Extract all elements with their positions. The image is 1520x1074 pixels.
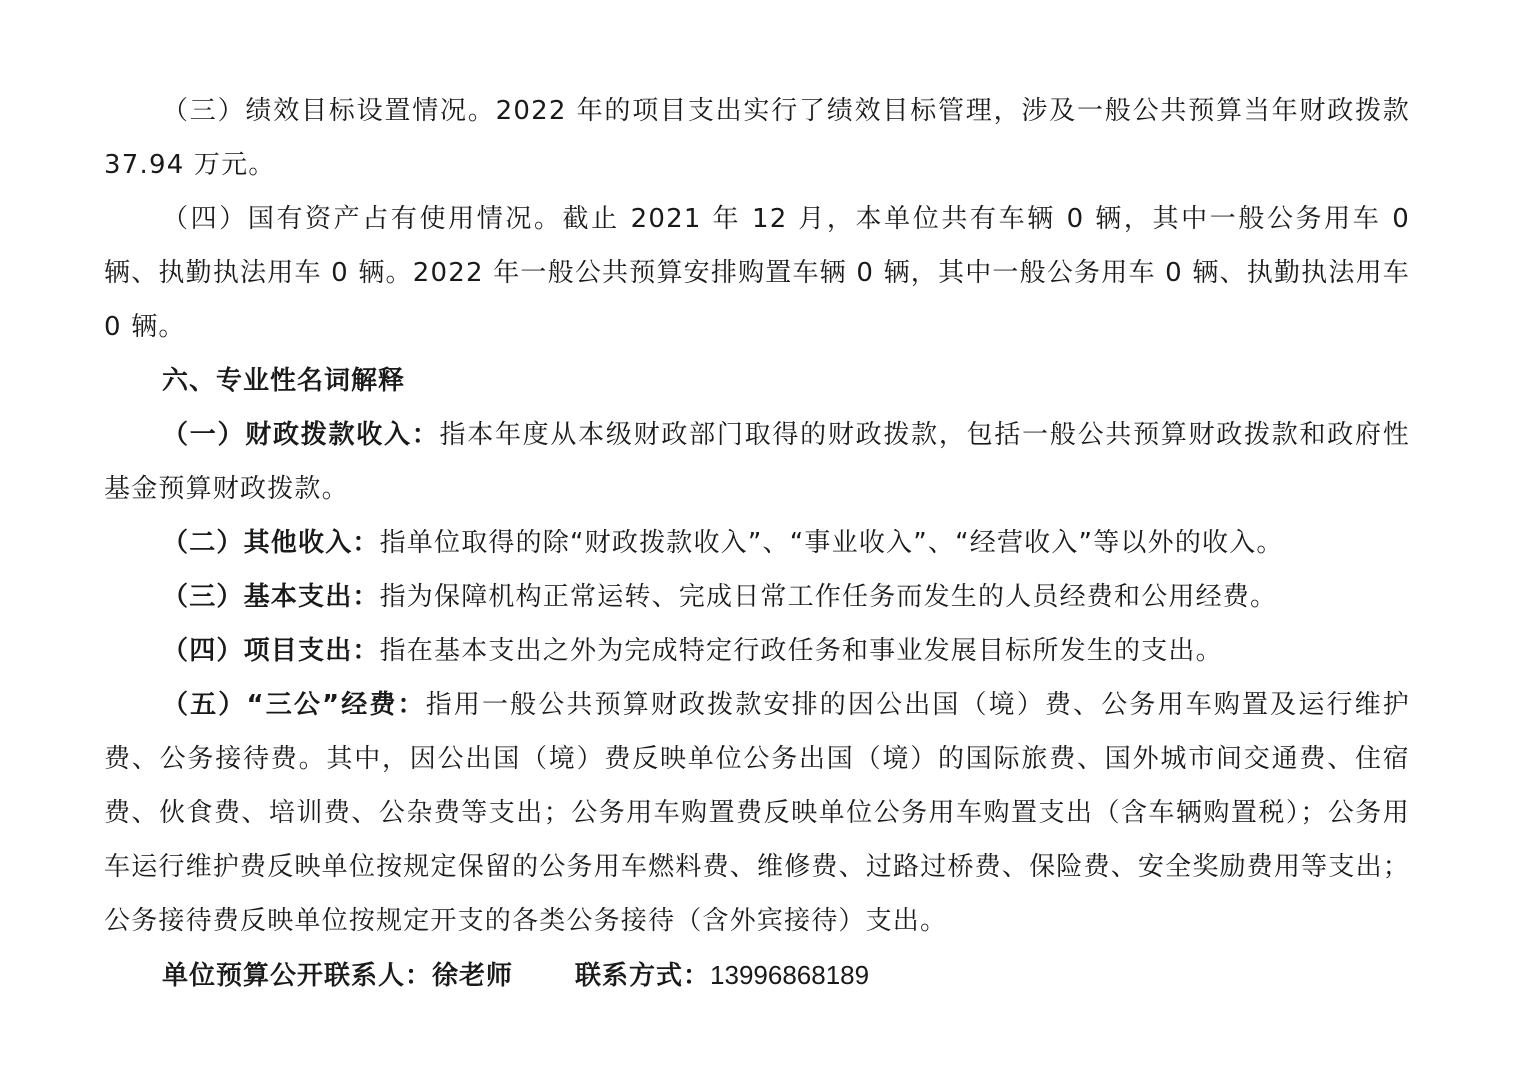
term-label: （五）“三公”经费： (162, 690, 426, 720)
term-label: （四）项目支出： (162, 636, 380, 666)
term-text: 指为保障机构正常运转、完成日常工作任务而发生的人员经费和公用经费。 (379, 582, 1278, 612)
term-text: 指在基本支出之外为完成特定行政任务和事业发展目标所发生的支出。 (379, 636, 1223, 666)
contact-phone: 13996868189 (710, 960, 870, 990)
term-text: 指单位取得的除“财政拨款收入”、“事业收入”、“经营收入”等以外的收入。 (379, 528, 1284, 558)
term-definition (104, 570, 1410, 624)
contact-line (104, 948, 1410, 1003)
term-label: （三）基本支出： (162, 582, 380, 612)
term-text: 指本年度从本级财政部门取得的财政拨款，包括一般公共预算财政拨款和政府性基金预算财政拨款。 (104, 420, 1410, 504)
term-definition (104, 678, 1410, 948)
contact-person-label: 单位预算公开联系人： (162, 961, 433, 991)
term-label: （一）财政拨款收入： (162, 420, 440, 450)
contact-method-label: 联系方式： (575, 961, 711, 991)
term-label: （二）其他收入： (162, 528, 380, 558)
term-definition (104, 408, 1410, 516)
contact-person-name: 徐老师 (432, 961, 514, 991)
paragraph-state-assets: （四）国有资产占有使用情况。截止 2021 年 12 月，本单位共有车辆 0 辆，其中一般公务用车 0 辆、执勤执法用车 0 辆。2022 年一般公共预算安排购置车辆 0 辆，其中一般公务用车 0 辆、执勤执法用车 0 辆。 (104, 204, 1410, 342)
paragraph-performance-targets: （三）绩效目标设置情况。2022 年的项目支出实行了绩效目标管理，涉及一般公共预算当年财政拨款 37.94 万元。 (104, 96, 1410, 180)
document-page (104, 84, 1410, 1003)
section-heading: 六、专业性名词解释 (162, 366, 406, 396)
term-definition (104, 516, 1410, 570)
term-text: 指用一般公共预算财政拨款安排的因公出国（境）费、公务用车购置及运行维护费、公务接待费。其中，因公出国（境）费反映单位公务出国（境）的国际旅费、国外城市间交通费、住宿费、伙食费、培训费、公杂费等支出；公务用车购置费反映单位公务用车购置支出（含车辆购置税）；公务用车运行维护费反映单位按规定保留的公务用车燃料费、维修费、过路过桥费、保险费、安全奖励费用等支出；公务接待费反映单位按规定开支的各类公务接待（含外宾接待）支出。 (104, 690, 1410, 936)
term-definition (104, 624, 1410, 678)
